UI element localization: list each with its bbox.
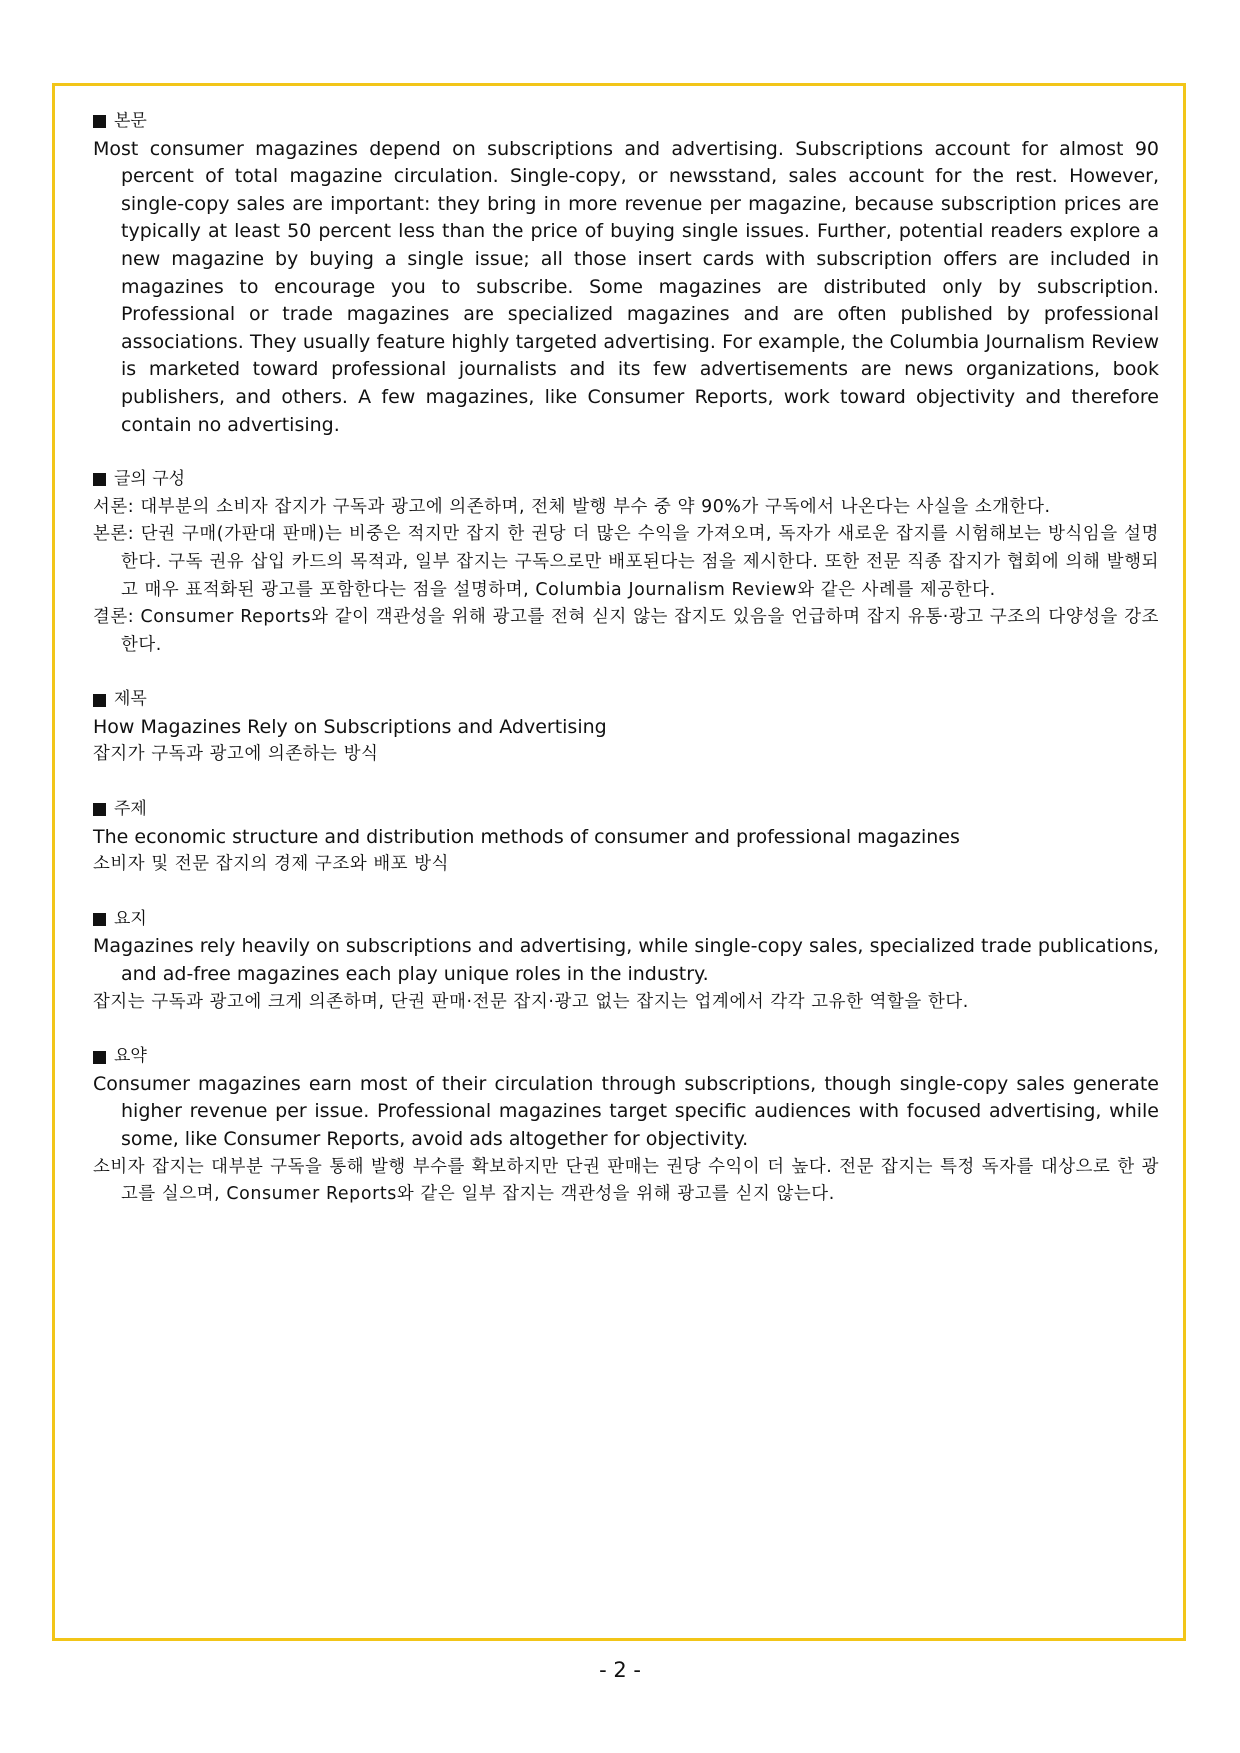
section-title <box>93 686 1159 769</box>
gist-korean: 잡지는 구독과 광고에 크게 의존하며, 단권 판매·전문 잡지·광고 없는 잡지는 업계에서 각각 고유한 역할을 한다. <box>93 991 969 1012</box>
gist-english: Magazines rely heavily on subscriptions and advertising, while single-copy sales, specialized trade publications, and ad-free magazines each play unique roles in the industry. <box>93 935 1159 986</box>
square-bullet-icon <box>93 803 106 816</box>
square-bullet-icon <box>93 115 106 128</box>
section-heading <box>93 796 1159 824</box>
square-bullet-icon <box>93 913 106 926</box>
section-structure <box>93 466 1159 659</box>
summary-korean: 소비자 잡지는 대부분 구독을 통해 발행 부수를 확보하지만 단권 판매는 권당 수익이 더 높다. 전문 잡지는 특정 독자를 대상으로 한 광고를 실으며, Consumer Reports와 같은 일부 잡지는 객관성을 위해 광고를 싣지 않는다. <box>93 1156 1159 1205</box>
heading-label: 본문 <box>114 111 147 131</box>
page-number: - 2 - <box>599 1658 641 1682</box>
title-korean: 잡지가 구독과 광고에 의존하는 방식 <box>93 744 379 765</box>
structure-conclusion: 결론: Consumer Reports와 같이 객관성을 위해 광고를 전혀 싣지 않는 잡지도 있음을 언급하며 잡지 유통·광고 구조의 다양성을 강조한다. <box>93 607 1159 655</box>
heading-label: 요약 <box>114 1046 147 1067</box>
square-bullet-icon <box>93 1051 106 1064</box>
section-body <box>93 108 1159 439</box>
square-bullet-icon <box>93 473 106 486</box>
theme-english: The economic structure and distribution methods of consumer and professional magazines <box>93 825 960 848</box>
structure-intro: 서론: 대부분의 소비자 잡지가 구독과 광고에 의존하며, 전체 발행 부수 중 약 90%가 구독에서 나온다는 사실을 소개한다. <box>93 496 1051 517</box>
document-content <box>93 108 1159 1236</box>
heading-label: 주제 <box>114 799 147 820</box>
theme-korean: 소비자 및 전문 잡지의 경제 구조와 배포 방식 <box>93 854 450 875</box>
structure-main: 본론: 단권 구매(가판대 판매)는 비중은 적지만 잡지 한 권당 더 많은 수익을 가져오며, 독자가 새로운 잡지를 시험해보는 방식임을 설명한다. 구독 권유 삽입 카드의 목적과, 일부 잡지는 구독으로만 배포된다는 점을 제시한다. 또한 전문 직종 잡지가 협회에 의해 발행되고 매우 표적화된 광고를 포함한다는 점을 설명하며, Columbia Journalism Review와 같은 사례를 제공한다. <box>93 524 1159 600</box>
heading-label: 요지 <box>114 908 147 929</box>
section-summary <box>93 1043 1159 1209</box>
section-gist <box>93 906 1159 1016</box>
title-english: How Magazines Rely on Subscriptions and Advertising <box>93 715 607 738</box>
section-heading <box>93 1043 1159 1071</box>
heading-label: 글의 구성 <box>114 469 186 490</box>
section-heading <box>93 466 1159 494</box>
body-text: Most consumer magazines depend on subscriptions and advertising. Subscriptions account for almost 90 percent of total magazine circulation. Single-copy, or newsstand, sales account for the rest. However, single-copy sales are important: they bring in more revenue per magazine, because subscription prices are typically at least 50 percent less than the price of buying single issues. Further, potential readers explore a new magazine by buying a single issue; all those insert cards with subscription offers are included in magazines to encourage you to subscribe. Some magazines are distributed only by subscription. Professional or trade magazines are specialized magazines and are often published by professional associations. They usually feature highly targeted advertising. For example, the Columbia Journalism Review is marketed toward professional journalists and its few advertisements are news organizations, book publishers, and others. A few magazines, like Consumer Reports, work toward objectivity and therefore contain no advertising. <box>93 137 1159 436</box>
section-theme <box>93 796 1159 879</box>
section-heading <box>93 686 1159 714</box>
section-heading <box>93 906 1159 934</box>
square-bullet-icon <box>93 694 106 707</box>
section-heading <box>93 108 1159 136</box>
heading-label: 제목 <box>114 689 147 710</box>
summary-english: Consumer magazines earn most of their circulation through subscriptions, though single-copy sales generate higher revenue per issue. Professional magazines target specific audiences with focused advertising, while some, like Consumer Reports, avoid ads altogether for objectivity. <box>93 1072 1159 1150</box>
